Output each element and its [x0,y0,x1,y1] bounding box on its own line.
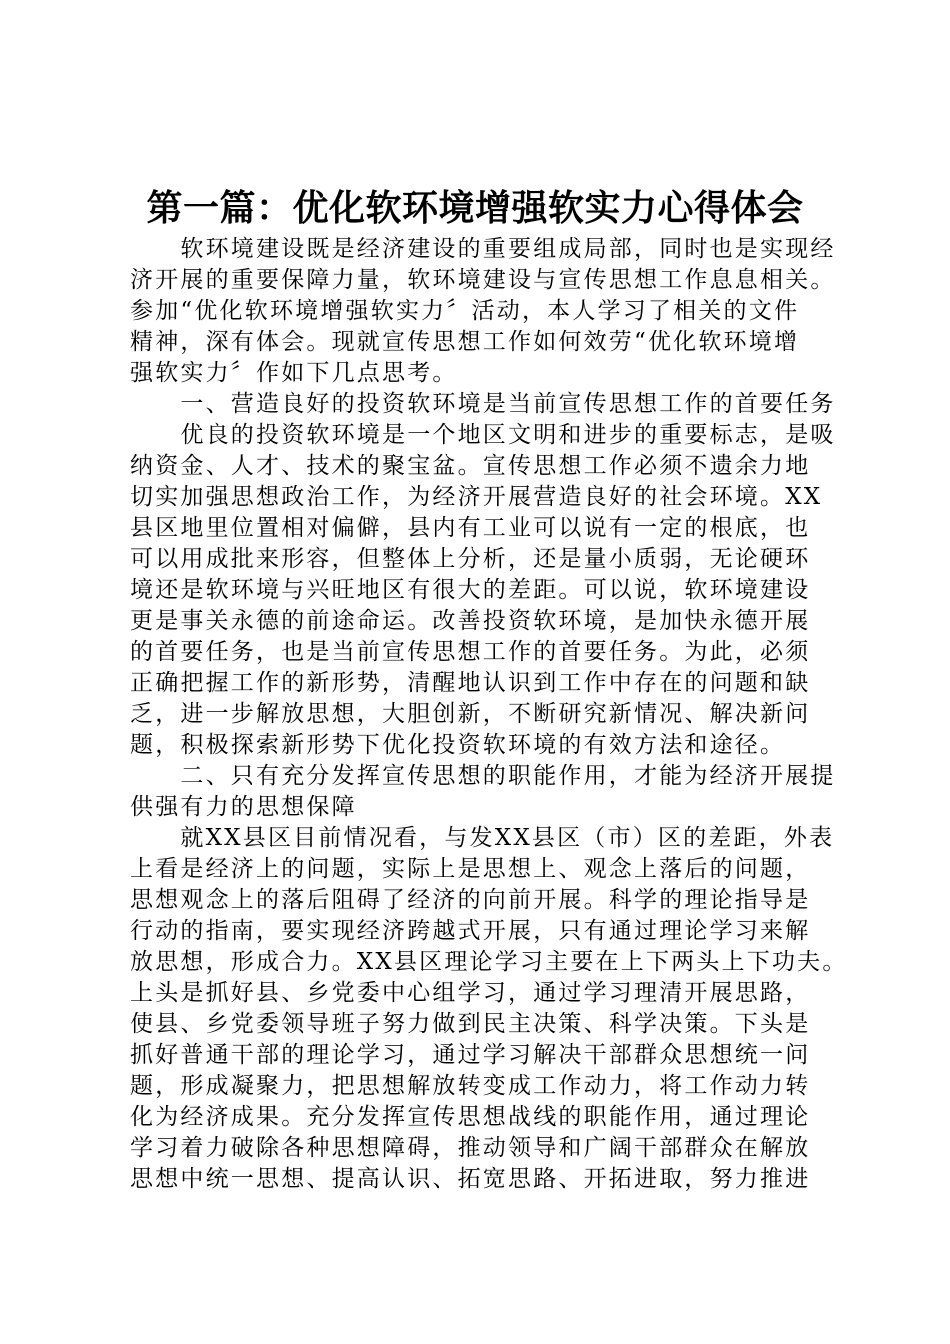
body-text-line: 就XX县区目前情况看，与发XX县区（市）区的差距，外表 [130,825,835,851]
body-text-line: 思想观念上的落后阻碍了经济的向前开展。科学的理论指导是 [130,887,811,913]
body-text-line: 更是事关永德的前途命运。改善投资软环境，是加快永德开展 [130,608,811,634]
document-title: 第一篇：优化软环境增强软实力心得体会 [146,187,804,229]
body-text-line: 可以用成批来形容，但整体上分析，还是量小质弱，无论硬环 [130,546,811,572]
body-text-line: 正确把握工作的新形势，清醒地认识到工作中存在的问题和缺 [130,670,811,696]
body-text-line: 题，形成凝聚力，把思想解放转变成工作动力，将工作动力转 [130,1073,811,1099]
body-text-line: 的首要任务，也是当前宣传思想工作的首要任务。为此，必须 [130,639,811,665]
body-text-line: 一、营造良好的投资软环境是当前宣传思想工作的首要任务 [130,391,836,417]
body-text-line: 强软实力〞作如下几点思考。 [130,360,458,386]
body-text-line: 上头是抓好县、乡党委中心组学习，通过学习理清开展思路， [130,980,811,1006]
body-text-line: 放思想，形成合力。XX县区理论学习主要在上下两头上下功夫。 [130,949,848,975]
body-text-line: 参加“优化软环境增强软实力〞活动，本人学习了相关的文件 [130,298,800,324]
body-text-line: 供强有力的思想保障 [130,794,357,820]
body-text-line: 切实加强思想政治工作，为经济开展营造良好的社会环境。XX [130,484,823,510]
body-text-line: 使县、乡党委领导班子努力做到民主决策、科学决策。下头是 [130,1011,811,1037]
body-text-line: 行动的指南，要实现经济跨越式开展，只有通过理论学习来解 [130,918,811,944]
body-text-line: 化为经济成果。充分发挥宣传思想战线的职能作用，通过理论 [130,1104,811,1130]
body-text-line: 二、只有充分发挥宣传思想的职能作用，才能为经济开展提 [130,763,836,789]
body-text-line: 学习着力破除各种思想障碍，推动领导和广阔干部群众在解放 [130,1135,811,1161]
body-text-line: 上看是经济上的问题，实际上是思想上、观念上落后的问题， [130,856,811,882]
body-text-line: 乏，进一步解放思想，大胆创新，不断研究新情况、解决新问 [130,701,811,727]
body-text-line: 精神，深有体会。现就宣传思想工作如何效劳“优化软环境增 [130,329,800,355]
body-text-line: 济开展的重要保障力量，软环境建设与宣传思想工作息息相关。 [130,267,836,293]
body-text-line: 思想中统一思想、提高认识、拓宽思路、开拓进取，努力推进 [130,1166,811,1192]
body-text-line: 县区地里位置相对偏僻，县内有工业可以说有一定的根底，也 [130,515,811,541]
body-text-line: 纳资金、人才、技术的聚宝盆。宣传思想工作必须不遗余力地 [130,453,811,479]
body-text-line: 境还是软环境与兴旺地区有很大的差距。可以说，软环境建设 [130,577,811,603]
body-text-line: 优良的投资软环境是一个地区文明和进步的重要标志，是吸 [130,422,836,448]
body-text-line: 抓好普通干部的理论学习，通过学习解决干部群众思想统一问 [130,1042,811,1068]
body-text-line: 软环境建设既是经济建设的重要组成局部，同时也是实现经 [130,236,836,262]
body-text-line: 题，积极探索新形势下优化投资软环境的有效方法和途径。 [130,732,786,758]
document-body [130,234,848,1195]
